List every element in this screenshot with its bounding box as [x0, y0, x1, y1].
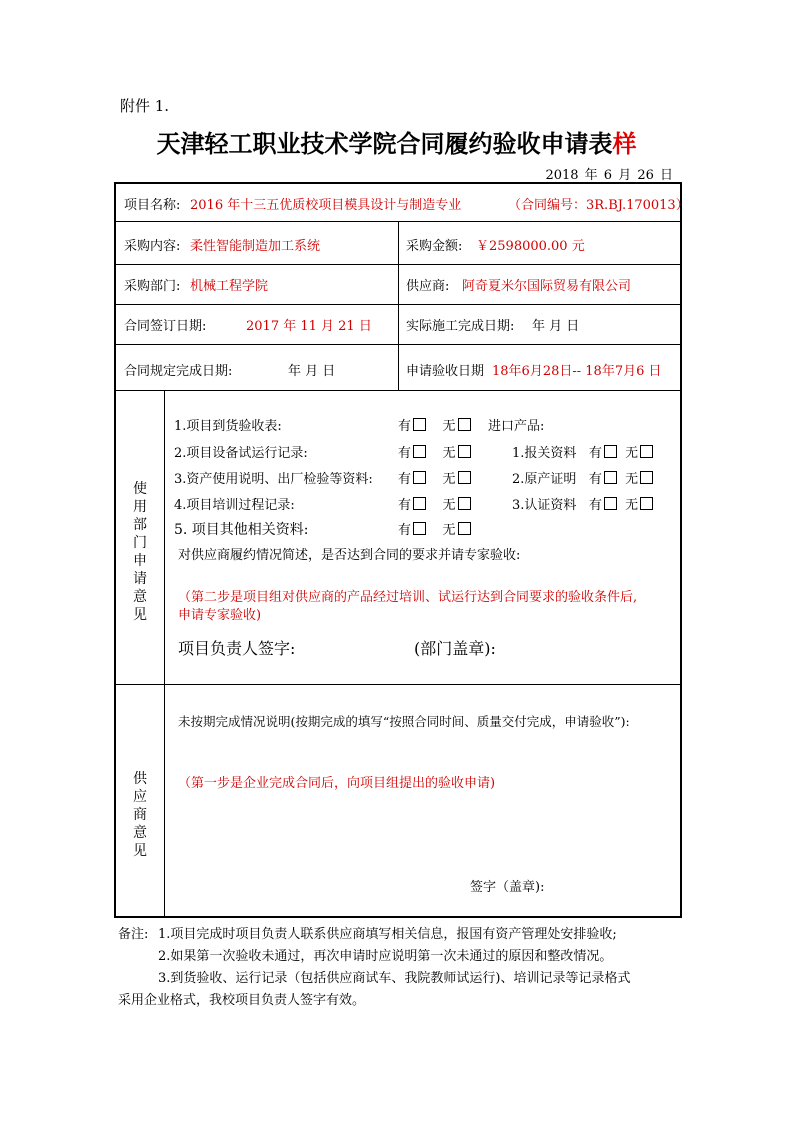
checkbox-pair: 有 无 [398, 415, 471, 434]
planned-finish-date-label: 合同规定完成日期: [124, 364, 233, 379]
actual-finish-date-value: 年 月 日 [532, 319, 580, 334]
yes-checkbox[interactable] [413, 497, 426, 510]
procurement-content-label: 采购内容: [124, 239, 181, 254]
acceptance-form [114, 182, 689, 918]
planned-finish-date-value: 年 月 日 [288, 364, 336, 379]
dept-opinion-side-label: 使 用 部 门 申 请 意 见 [133, 481, 147, 623]
supplier-opinion-side-label: 供 应 商 意 见 [133, 771, 147, 859]
page-title [0, 124, 793, 159]
checkbox-pair: 有 无 [398, 494, 471, 513]
item-other-docs: 5. 项目其他相关资料: [174, 522, 309, 538]
step-one-note: （第一步是企业完成合同后，向项目组提出的验收申请) [178, 776, 496, 791]
no-checkbox[interactable] [640, 497, 653, 510]
checkbox-pair: 有 无 [398, 468, 471, 487]
no-checkbox[interactable] [458, 522, 471, 535]
procurement-amount-label: 采购金额: [406, 239, 463, 254]
yes-checkbox[interactable] [604, 445, 617, 458]
contract-sign-date-label: 合同签订日期: [124, 319, 207, 334]
import-item-certificate: 3.认证资料 有 无 [512, 494, 653, 513]
item-training-record: 4.项目培训过程记录: [174, 498, 295, 513]
no-checkbox[interactable] [458, 418, 471, 431]
yes-checkbox[interactable] [413, 418, 426, 431]
note-line2: 2.如果第一次验收未通过，再次申请时应说明第一次未通过的原因和整改情况。 [158, 949, 613, 964]
procurement-dept-value: 机械工程学院 [190, 279, 269, 294]
project-leader-signature: 项目负责人签字: [178, 639, 296, 658]
contract-sign-date-value: 2017 年 11 月 21 日 [246, 319, 372, 334]
import-item-origin: 2.原产证明 有 无 [512, 468, 653, 487]
contract-number: （合同编号：3R.BJ.170013） [508, 198, 689, 213]
checkbox-pair: 有 无 [398, 442, 471, 461]
supplier-value: 阿奇夏米尔国际贸易有限公司 [462, 279, 632, 294]
apply-date-label: 申请验收日期 [406, 364, 485, 379]
supplier-signature: 签字（盖章): [470, 880, 545, 895]
note-line3: 3.到货验收、运行记录（包括供应商试车、我院教师试运行)、培训记录等记录格式 [158, 971, 631, 986]
title-sample-mark: 样 [612, 130, 637, 158]
attachment-label: 附件 1. [120, 97, 170, 115]
form-date: 2018 年 6 月 26 日 [545, 168, 673, 183]
item-trial-run-record: 2.项目设备试运行记录: [174, 446, 308, 461]
procurement-content-value: 柔性智能制造加工系统 [190, 239, 321, 254]
yes-checkbox[interactable] [413, 471, 426, 484]
yes-checkbox[interactable] [604, 471, 617, 484]
no-checkbox[interactable] [458, 445, 471, 458]
item-arrival-record: 1.项目到货验收表: [174, 419, 282, 434]
import-item-customs: 1.报关资料 有 无 [512, 442, 653, 461]
import-products-label: 进口产品: [488, 419, 545, 434]
procurement-amount-value: ￥2598000.00 元 [476, 239, 585, 254]
checkbox-pair: 有 无 [398, 519, 471, 538]
procurement-dept-label: 采购部门: [124, 279, 181, 294]
title-text: 天津轻工职业技术学院合同履约验收申请表 [156, 130, 613, 158]
yes-checkbox[interactable] [604, 497, 617, 510]
delay-explanation-label: 未按期完成情况说明(按期完成的填写“按照合同时间、质量交付完成，申请验收”): [178, 714, 630, 729]
note-line4: 采用企业格式，我校项目负责人签字有效。 [118, 993, 366, 1008]
project-name-value: 2016 年十三五优质校项目模具设计与制造专业 [190, 198, 462, 213]
yes-checkbox[interactable] [413, 445, 426, 458]
notes-label: 备注: [118, 927, 149, 942]
project-name-label: 项目名称: [124, 198, 181, 213]
apply-date-value: 18年6月28日-- 18年7月6 日 [492, 364, 662, 379]
step-two-note-line2: 申请专家验收) [178, 608, 262, 623]
step-two-note-line1: （第二步是项目组对供应商的产品经过培训、试运行达到合同要求的验收条件后, [178, 590, 638, 605]
performance-summary-label: 对供应商履约情况简述，是否达到合同的要求并请专家验收: [178, 548, 521, 563]
dept-stamp: (部门盖章): [414, 639, 496, 658]
no-checkbox[interactable] [458, 497, 471, 510]
yes-checkbox[interactable] [413, 522, 426, 535]
supplier-label: 供应商: [406, 279, 450, 294]
item-asset-docs: 3.资产使用说明、出厂检验等资料: [174, 472, 373, 487]
note-line1: 1.项目完成时项目负责人联系供应商填写相关信息，报国有资产管理处安排验收; [158, 927, 617, 942]
no-checkbox[interactable] [640, 471, 653, 484]
actual-finish-date-label: 实际施工完成日期: [406, 319, 515, 334]
no-checkbox[interactable] [458, 471, 471, 484]
no-checkbox[interactable] [640, 445, 653, 458]
